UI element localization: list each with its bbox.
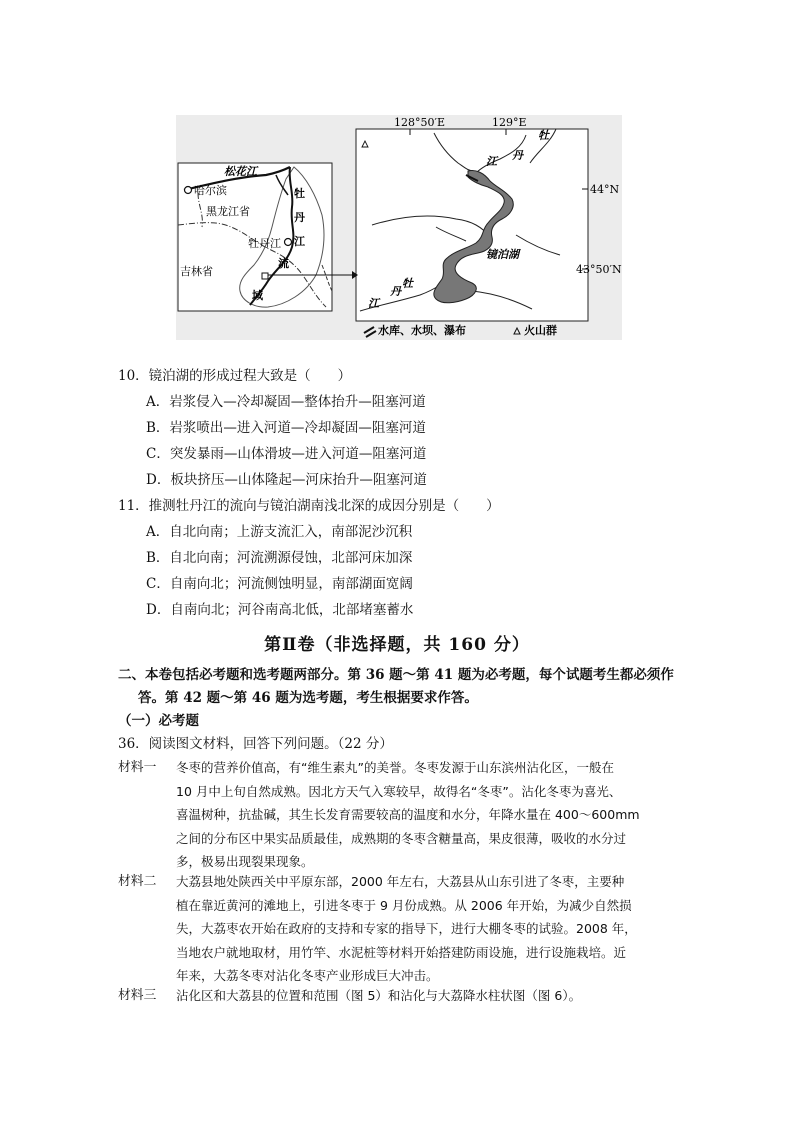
material-2-line: 当地农户就地取材，用竹竿、水泥桩等材料开始搭建防雨设施，进行设施栽培。近 bbox=[176, 944, 627, 960]
label-jilin: 吉林省 bbox=[180, 265, 213, 278]
material-3-line: 沾化区和大荔县的位置和范围（图 5）和沾化与大荔降水柱状图（图 6）。 bbox=[176, 988, 582, 1003]
mudanjiang-city-marker bbox=[285, 239, 292, 246]
q10-stem: 10．镜泊湖的形成过程大致是（ ） bbox=[118, 368, 352, 384]
label-mu: 牡 bbox=[294, 187, 305, 200]
question-36-stem: 36．阅读图文材料，回答下列问题。（22 分） bbox=[118, 736, 393, 752]
map-figure bbox=[176, 115, 622, 340]
label-lat1: 44°N bbox=[590, 183, 620, 196]
label-songhua: 松花江 bbox=[224, 165, 257, 178]
material-3 bbox=[118, 984, 708, 1008]
material-1-line: 10 月中上旬自然成熟。因北方天气入寒较早，故得名“冬枣”。沾化冬枣为喜光、 bbox=[176, 783, 622, 799]
label-mudanjiang-city: 牡丹江 bbox=[248, 237, 281, 250]
question-11 bbox=[118, 493, 698, 623]
label-top-dan: 丹 bbox=[512, 149, 523, 162]
harbin-marker bbox=[185, 187, 192, 194]
section-required: （一）必考题 bbox=[118, 713, 199, 729]
label-lat2: 43°50′N bbox=[576, 263, 622, 276]
part2-intro-line2: 答。第 42 题～第 46 题为选考题，考生根据要求作答。 bbox=[138, 690, 478, 706]
legend-volcano-label: 火山群 bbox=[524, 324, 557, 337]
label-lon2: 129°E bbox=[492, 116, 527, 129]
q10-option-a: A．岩浆侵入—冷却凝固—整体抬升—阻塞河道 bbox=[146, 394, 426, 410]
material-2-line: 失，大荔枣农开始在政府的支持和专家的指导下，进行大棚冬枣的试验。2008 年， bbox=[176, 921, 637, 936]
label-harbin: 哈尔滨 bbox=[194, 184, 227, 197]
question-10 bbox=[118, 363, 698, 493]
legend-dam-icon bbox=[364, 327, 376, 337]
q11-stem: 11．推测牡丹江的流向与镜泊湖南浅北深的成因分别是（ ） bbox=[118, 498, 500, 514]
q10-option-b: B．岩浆喷出—进入河道—冷却凝固—阻塞河道 bbox=[146, 420, 426, 436]
part2-intro bbox=[118, 664, 698, 710]
material-2 bbox=[118, 870, 708, 988]
label-jiang: 江 bbox=[294, 235, 305, 248]
label-bot-jiang: 江 bbox=[368, 297, 379, 310]
material-1-line: 多，极易出现裂果现象。 bbox=[176, 854, 314, 869]
label-dan: 丹 bbox=[294, 211, 305, 224]
label-top-mu: 牡 bbox=[538, 129, 549, 142]
material-1-tag: 材料一 bbox=[118, 760, 157, 775]
label-yu: 域 bbox=[252, 289, 263, 302]
map-svg bbox=[176, 115, 622, 340]
q11-option-d: D．自南向北；河谷南高北低，北部堵塞蓄水 bbox=[146, 602, 414, 618]
legend-volcano-icon bbox=[514, 328, 520, 334]
part2-title: 第Ⅱ卷（非选择题，共 160 分） bbox=[264, 635, 530, 655]
label-liu: 流 bbox=[278, 257, 289, 270]
material-2-line: 植在靠近黄河的滩地上，引进冬枣于 9 月份成熟。从 2006 年开始，为减少自然损 bbox=[176, 897, 632, 913]
label-lon1: 128°50′E bbox=[394, 116, 446, 129]
label-top-jiang: 江 bbox=[486, 155, 497, 168]
label-jingpo-lake: 镜泊湖 bbox=[486, 248, 519, 261]
q11-option-b: B．自北向南；河流溯源侵蚀，北部河床加深 bbox=[146, 550, 413, 566]
material-1-line: 之间的分布区中果实品质最佳，成熟期的冬枣含糖量高，果皮很薄，吸收的水分过 bbox=[176, 830, 627, 846]
label-bot-mu: 牡 bbox=[402, 277, 413, 290]
legend-dam-label: 水库、水坝、瀑布 bbox=[378, 324, 466, 337]
label-bot-dan: 丹 bbox=[390, 285, 401, 298]
material-2-line: 大荔县地处陕西关中平原东部，2000 年左右，大荔县从山东引进了冬枣，主要种 bbox=[176, 874, 625, 889]
material-2-tag: 材料二 bbox=[118, 874, 157, 889]
material-1 bbox=[118, 756, 708, 874]
q11-option-a: A．自北向南；上游支流汇入，南部泥沙沉积 bbox=[146, 524, 413, 540]
q10-option-c: C．突发暴雨—山体滑坡—进入河道—阻塞河道 bbox=[146, 446, 427, 462]
material-1-line: 冬枣的营养价值高，有“维生素丸”的美誉。冬枣发源于山东滨州沾化区，一般在 bbox=[176, 760, 614, 775]
material-1-line: 喜温树种，抗盐碱，其生长发育需要较高的温度和水分，年降水量在 400～600mm bbox=[176, 807, 640, 822]
material-2-line: 年来，大荔冬枣对沾化冬枣产业形成巨大冲击。 bbox=[176, 968, 439, 983]
q10-option-d: D．板块挤压—山体隆起—河床抬升—阻塞河道 bbox=[146, 472, 427, 488]
material-3-tag: 材料三 bbox=[118, 988, 157, 1003]
label-heilongjiang: 黑龙江省 bbox=[206, 205, 250, 218]
q11-option-c: C．自南向北；河流侧蚀明显，南部湖面宽阔 bbox=[146, 576, 413, 592]
part2-intro-line1: 二、本卷包括必考题和选考题两部分。第 36 题～第 41 题为必考题，每个试题考生都必须作 bbox=[118, 667, 674, 683]
